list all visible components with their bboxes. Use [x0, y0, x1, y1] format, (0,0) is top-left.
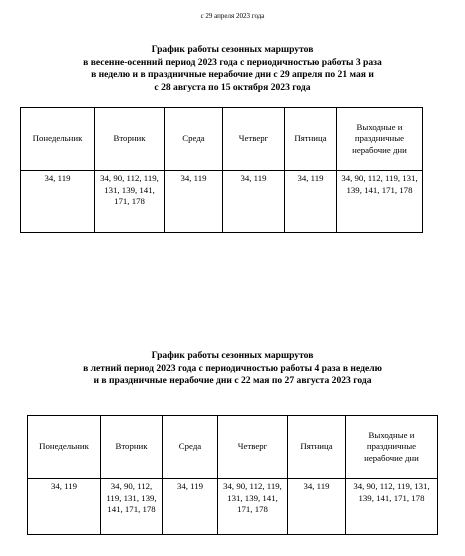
schedule1-title-line: в неделю и в праздничные нерабочие дни с 29 апреля по 21 мая и	[91, 69, 374, 81]
column-header-wednesday: Среда	[163, 416, 218, 479]
routes-wednesday: 34, 119	[165, 171, 223, 233]
routes-weekend-holidays: 34, 90, 112, 119, 131, 139, 141, 171, 178	[337, 171, 423, 233]
routes-tuesday: 34, 90, 112, 119, 131, 139, 141, 171, 178	[95, 171, 165, 233]
schedule2-header-row	[28, 416, 438, 479]
routes-friday: 34, 119	[285, 171, 337, 233]
column-header-friday: Пятница	[285, 108, 337, 171]
column-header-friday: Пятница	[288, 416, 346, 479]
column-header-thursday: Четверг	[223, 108, 285, 171]
schedule1-routes-row	[21, 171, 423, 233]
schedule2-title	[0, 350, 465, 388]
column-header-tuesday: Вторник	[95, 108, 165, 171]
routes-tuesday: 34, 90, 112, 119, 131, 139, 141, 171, 178	[101, 479, 163, 535]
routes-friday: 34, 119	[288, 479, 346, 535]
document-date: с 29 апреля 2023 года	[200, 12, 265, 20]
schedule1-header-row	[21, 108, 423, 171]
routes-monday: 34, 119	[28, 479, 101, 535]
routes-weekend-holidays: 34, 90, 112, 119, 131, 139, 141, 171, 178	[346, 479, 438, 535]
routes-monday: 34, 119	[21, 171, 95, 233]
schedule2-title-line: и в праздничные нерабочие дни с 22 мая по 27 августа 2023 года	[93, 375, 372, 387]
schedule2-routes-row	[28, 479, 438, 535]
schedule1-title-line: График работы сезонных маршрутов	[151, 44, 314, 55]
schedule1-title	[0, 44, 465, 94]
schedule2-title-line: График работы сезонных маршрутов	[151, 350, 314, 361]
column-header-monday: Понедельник	[21, 108, 95, 171]
routes-thursday: 34, 90, 112, 119, 131, 139, 141, 171, 178	[218, 479, 288, 535]
routes-thursday: 34, 119	[223, 171, 285, 233]
column-header-tuesday: Вторник	[101, 416, 163, 479]
routes-wednesday: 34, 119	[163, 479, 218, 535]
column-header-weekend-holidays: Выходные и праздничные нерабочие дни	[346, 416, 438, 479]
column-header-wednesday: Среда	[165, 108, 223, 171]
column-header-thursday: Четверг	[218, 416, 288, 479]
schedule1-table	[20, 107, 423, 233]
schedule1-title-line: в весенне-осенний период 2023 года с периодичностью работы 3 раза	[83, 56, 382, 68]
schedule1-title-line: с 28 августа по 15 октября 2023 года	[154, 81, 311, 93]
column-header-weekend-holidays: Выходные и праздничные нерабочие дни	[337, 108, 423, 171]
schedule2-table	[27, 415, 438, 535]
column-header-monday: Понедельник	[28, 416, 101, 479]
schedule2-title-line: в летний период 2023 года с периодичностью работы 4 раза в неделю	[83, 362, 382, 374]
